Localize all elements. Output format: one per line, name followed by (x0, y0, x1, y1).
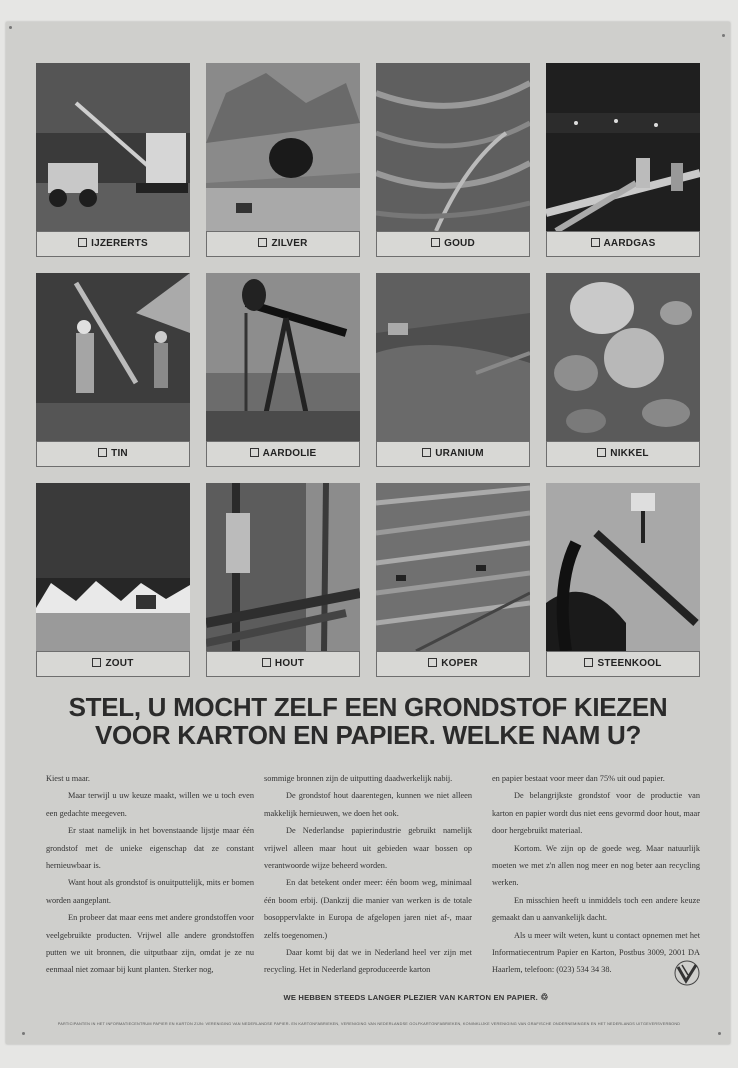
paragraph: Kiest u maar. (46, 774, 91, 783)
headline: STEL, U MOCHT ZELF EEN GRONDSTOF KIEZEN VOOR KARTON EN PAPIER. WELKE NAM U? (68, 692, 668, 750)
paragraph: De grondstof hout daarentegen, kunnen we niet alleen makkelijk hernieuwen, we doen het ook. (264, 791, 472, 818)
tile-zilver (206, 63, 360, 249)
checkbox-icon[interactable] (250, 448, 259, 457)
photo-gold-mine (376, 63, 530, 231)
tile-steenkool (546, 483, 700, 669)
tile-zout (36, 483, 190, 669)
photo-silver-mine (206, 63, 360, 231)
photo-forest-harvester (206, 483, 360, 651)
paragraph: Er staat namelijk in het bovenstaande lijstje maar één grondstof met de unieke eigenschap dat ze constant hernieuwbaar is. (46, 826, 254, 871)
checkbox-icon[interactable] (591, 238, 600, 247)
tile-aardolie (206, 273, 360, 459)
tile-aardgas (546, 63, 700, 249)
paragraph: Want hout als grondstof is onuitputtelijk, mits er bomen worden aangeplant. (46, 878, 254, 905)
paragraph: Als u meer wilt weten, kunt u contact opnemen met het Informatiecentrum Papier en Karton, Postbus 3009, 2001 DA Haarlem, telefoon: (023) 534 34 38. (492, 930, 700, 975)
photo-uranium-quarry (376, 273, 530, 441)
paragraph: En dat betekent onder meer: één boom weg, minimaal één boom erbij. (Dankzij die manier van werken is de totale bosoppervlakte in Europa de afgelopen jaren niet af-, maar zelfs toegenomen.) (264, 878, 472, 940)
photo-terraced-copper-mine (376, 483, 530, 651)
tile-hout (206, 483, 360, 669)
checkbox-icon[interactable] (258, 238, 267, 247)
tile-label[interactable]: AARDGAS (546, 231, 700, 257)
paragraph: En probeer dat maar eens met andere grondstoffen voor veelgebruikte producten. Vrijwel alle andere grondstoffen putten we uit bronnen, die uitputbaar zijn, omdat je ze nu eenmaal niet zomaar bij kunt planten. Sterker nog, (46, 913, 254, 975)
checkbox-icon[interactable] (597, 448, 606, 457)
tile-uranium (376, 273, 530, 459)
slogan: WE HEBBEN STEEDS LANGER PLEZIER VAN KARTON EN PAPIER. ♲ (283, 992, 549, 1002)
paragraph: Kortom. We zijn op de goede weg. Maar natuurlijk moeten we met z'n allen nog meer en nog beter aan recycling werken. (492, 843, 700, 888)
checkbox-icon[interactable] (78, 238, 87, 247)
tile-label[interactable]: HOUT (206, 651, 360, 677)
body-column-2 (264, 770, 472, 979)
tile-label[interactable]: ZILVER (206, 231, 360, 257)
paragraph: Maar terwijl u uw keuze maakt, willen we u toch even een gedachte meegeven. (46, 791, 254, 818)
checkbox-icon[interactable] (92, 658, 101, 667)
informatiecentrum-logo-icon (672, 959, 702, 987)
tile-nikkel (546, 273, 700, 459)
paragraph: Daar komt bij dat we in Nederland heel ver zijn met recycling. Het in Nederland geproduceerde karton (264, 948, 472, 975)
checkbox-icon[interactable] (431, 238, 440, 247)
photo-nickel-ore (546, 273, 700, 441)
body-column-3 (492, 770, 700, 979)
photo-oil-pump-jack (206, 273, 360, 441)
tile-koper (376, 483, 530, 669)
paragraph: De belangrijkste grondstof voor de productie van karton en papier wordt dus niet eens gevormd door hout, maar door hergebruikt materiaal. (492, 791, 700, 836)
poster (6, 22, 730, 1044)
paragraph: De Nederlandse papierindustrie gebruikt namelijk vrijwel alleen maar hout uit gebieden waar bossen op verantwoorde wijze beheerd worden. (264, 826, 472, 871)
checkbox-icon[interactable] (584, 658, 593, 667)
photo-coal-stacker (546, 483, 700, 651)
pin-hole (22, 1032, 25, 1035)
pin-hole (722, 34, 725, 37)
recycle-icon: ♲ (540, 992, 549, 1002)
photo-mining-excavator (36, 63, 190, 231)
paragraph: En misschien heeft u inmiddels toch een andere keuze gemaakt dan u aanvankelijk dacht. (492, 895, 700, 923)
checkbox-icon[interactable] (262, 658, 271, 667)
photo-salt-piles (36, 483, 190, 651)
body-column-1 (46, 770, 254, 979)
checkbox-icon[interactable] (422, 448, 431, 457)
pin-hole (718, 1032, 721, 1035)
checkbox-icon[interactable] (98, 448, 107, 457)
tile-label[interactable]: TIN (36, 441, 190, 467)
participants-footer: PARTICIPANTEN IN HET INFORMATIECENTRUM PAPIER EN KARTON ZIJN: VERENIGING VAN NEDERLANDSE PAPIER- EN KARTONFABRIEKEN, VERENIGING VAN NEDERLANDSE GOLFKARTONFABRIEKEN, KONINKLIJKE VERENIGING VAN GRAFISCHE ONDERNEMINGEN EN HET NEDERLANDS UITGEVERSVERBOND (57, 1022, 681, 1026)
tile-label[interactable]: STEENKOOL (546, 651, 700, 677)
tile-label[interactable]: NIKKEL (546, 441, 700, 467)
tile-goud (376, 63, 530, 249)
tile-label[interactable]: KOPER (376, 651, 530, 677)
paragraph: sommige bronnen zijn de uitputting daadwerkelijk nabij. (264, 774, 453, 783)
photo-gas-pipeline (546, 63, 700, 231)
photo-underground-miners (36, 273, 190, 441)
pin-hole (9, 26, 12, 29)
tile-label[interactable]: ZOUT (36, 651, 190, 677)
checkbox-icon[interactable] (428, 658, 437, 667)
tile-ijzererts (36, 63, 190, 249)
tile-label[interactable]: GOUD (376, 231, 530, 257)
tile-label[interactable]: IJZERERTS (36, 231, 190, 257)
tile-label[interactable]: AARDOLIE (206, 441, 360, 467)
paragraph: en papier bestaat voor meer dan 75% uit oud papier. (492, 774, 665, 783)
tile-tin (36, 273, 190, 459)
tile-label[interactable]: URANIUM (376, 441, 530, 467)
